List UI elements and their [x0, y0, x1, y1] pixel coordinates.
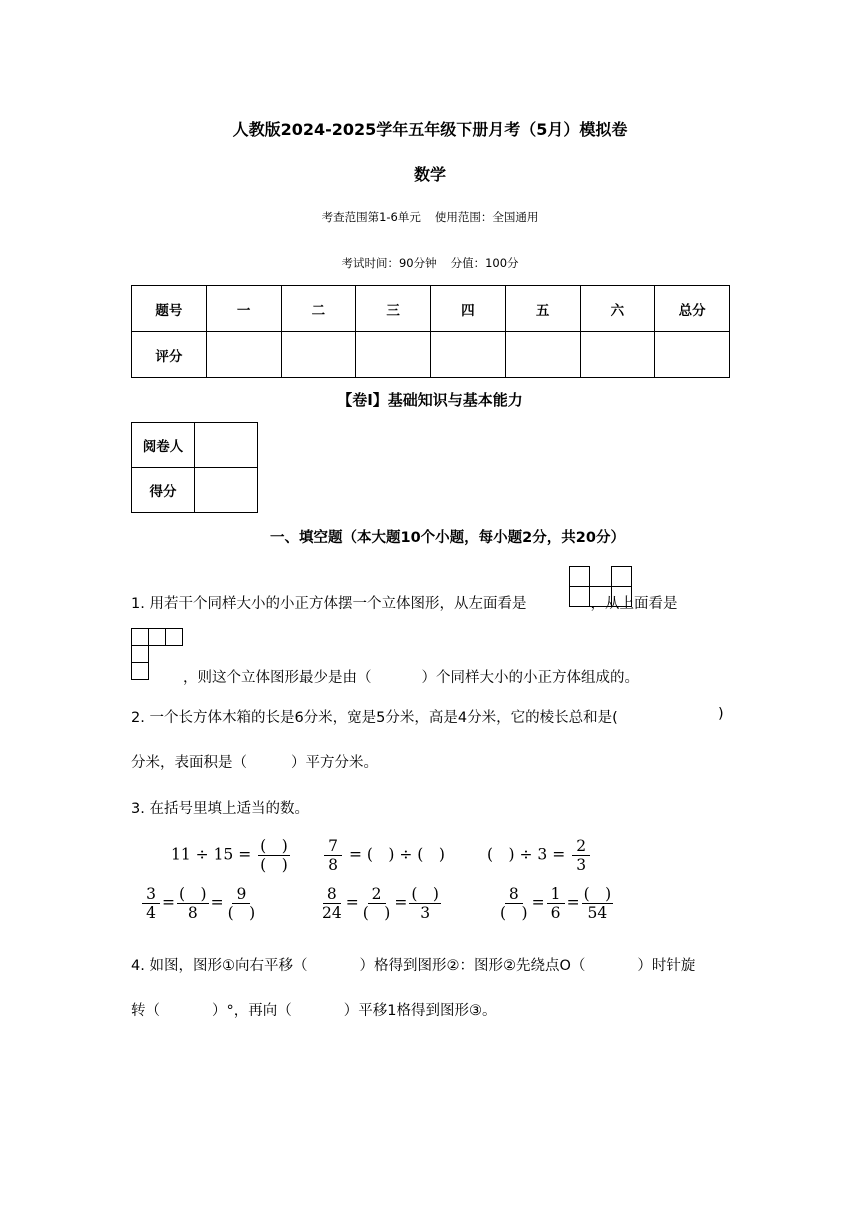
- grid-square: [611, 566, 632, 587]
- score-cell: 六: [580, 286, 655, 332]
- fraction: $\frac{1}{6}$: [547, 885, 565, 922]
- fraction: $\frac{( )}{3}$: [411, 885, 439, 922]
- equation-4: $\frac{3}{4}$ = $\frac{( )}{8}$ = $\frac{9}{( )}$: [140, 885, 259, 922]
- score-entry[interactable]: [431, 332, 506, 378]
- grid-square: [148, 628, 166, 646]
- score-cell: 四: [431, 286, 506, 332]
- question-4-text-d: 转（: [131, 1003, 160, 1019]
- grader-points-entry[interactable]: [195, 468, 258, 513]
- usage-scope: 使用范围：全国通用: [434, 210, 539, 224]
- question-2-text-c: 分米，表面积是（: [131, 755, 247, 771]
- equation-3: [487, 837, 592, 874]
- grader-points-label: 得分: [132, 468, 195, 513]
- exam-scope-line: [0, 209, 860, 225]
- grid-square: [611, 586, 632, 607]
- equation-2: [322, 837, 445, 874]
- score-cell: 二: [281, 286, 356, 332]
- equation-1: [171, 837, 292, 874]
- grid-square: [589, 586, 612, 607]
- question-4-text-f: ）平移1格得到图形③。: [343, 1003, 497, 1019]
- grader-reader-label: 阅卷人: [132, 423, 195, 468]
- fraction: $\frac{2}{( )}$: [362, 885, 391, 922]
- score-cell: 三: [356, 286, 431, 332]
- page-title: 人教版2024-2025学年五年级下册月考（5月）模拟卷: [232, 120, 628, 139]
- score-cell: 五: [505, 286, 580, 332]
- section-title: 【卷I】基础知识与基本能力: [337, 391, 523, 409]
- question-2-text-d: ）平方分米。: [291, 755, 378, 771]
- score-entry[interactable]: [505, 332, 580, 378]
- question-4-text-a: 4. 如图，图形①向右平移（: [131, 958, 308, 974]
- grid-square: [569, 566, 590, 587]
- score-table-score-row: [132, 332, 730, 378]
- fraction: $\frac{( )}{54}$: [583, 885, 612, 922]
- fraction: $\frac{2}{3}$: [572, 837, 590, 874]
- question-1-text-c: ，则这个立体图形最少是由（: [183, 670, 372, 686]
- question-1-line-2: [183, 666, 743, 687]
- subject-title: 数学: [413, 165, 446, 184]
- fraction: $\frac{8}{24}$: [322, 885, 342, 922]
- grader-reader-entry[interactable]: [195, 423, 258, 468]
- exam-time: 考试时间：90分钟: [341, 256, 437, 270]
- equation-1-lhs: 11 ÷ 15 =: [171, 845, 252, 864]
- question-1-text-d: ）个同样大小的小正方体组成的。: [421, 670, 639, 686]
- score-entry[interactable]: [356, 332, 431, 378]
- score-table-header-row: [132, 286, 730, 332]
- question-4-line-2: [131, 999, 730, 1020]
- score-row-label: 评分: [132, 332, 207, 378]
- equation-2-rhs[interactable]: = ( ) ÷ ( ): [348, 845, 445, 864]
- score-entry[interactable]: [580, 332, 655, 378]
- fraction: $\frac{( )}{( )}$: [260, 837, 288, 874]
- question-2-line-2: [131, 751, 730, 772]
- equation-3-lhs[interactable]: ( ) ÷ 3 =: [487, 845, 566, 864]
- grid-square: [131, 662, 149, 680]
- exam-scope: 考查范围第1-6单元: [321, 210, 421, 224]
- grid-square: [131, 645, 149, 663]
- question-4-text-b: ）格得到图形②：图形②先绕点O（: [359, 958, 586, 974]
- grid-square: [569, 586, 590, 607]
- score-entry[interactable]: [206, 332, 281, 378]
- score-cell: 总分: [655, 286, 730, 332]
- exam-score: 分值：100分: [450, 256, 519, 270]
- exam-time-line: [0, 255, 860, 271]
- score-entry[interactable]: [281, 332, 356, 378]
- score-cell: 题号: [132, 286, 207, 332]
- question-1-text-b: ，从上面看是: [590, 596, 678, 612]
- question-4-text-e: ）°，再向（: [212, 1003, 292, 1019]
- equation-5: $\frac{8}{24}$ = $\frac{2}{( )}$ = $\frac{( )}{3}$: [322, 885, 439, 922]
- question-4-line-1: [131, 954, 730, 975]
- score-cell: 一: [206, 286, 281, 332]
- fraction: $\frac{7}{8}$: [324, 837, 342, 874]
- question-1-line-1: [131, 592, 730, 613]
- question-1-text-a: 1. 用若干个同样大小的小正方体摆一个立体图形，从左面看是: [131, 596, 527, 612]
- equation-6: $\frac{8}{( )}$ = $\frac{1}{6}$ = $\frac{( )}{54}$: [500, 885, 612, 922]
- fraction: $\frac{3}{4}$: [142, 885, 160, 922]
- score-table: [131, 285, 730, 378]
- grader-table: [131, 422, 258, 513]
- question-4-text-c: ）时针旋: [637, 958, 696, 974]
- score-entry[interactable]: [655, 332, 730, 378]
- fraction: $\frac{8}{( )}$: [500, 885, 528, 922]
- grid-square: [131, 628, 149, 646]
- question-2-close-paren: ): [718, 706, 724, 722]
- fraction: $\frac{9}{( )}$: [227, 885, 256, 922]
- question-2-line-1: [131, 706, 730, 727]
- grid-square: [165, 628, 183, 646]
- fraction: $\frac{( )}{8}$: [179, 885, 207, 922]
- question-3-text: 3. 在括号里填上适当的数。: [131, 801, 309, 817]
- part-one-title: 一、填空题（本大题10个小题，每小题2分，共20分）: [270, 530, 625, 546]
- question-2-text-a: 2. 一个长方体木箱的长是6分米，宽是5分米，高是4分米，它的棱长总和是(: [131, 710, 618, 726]
